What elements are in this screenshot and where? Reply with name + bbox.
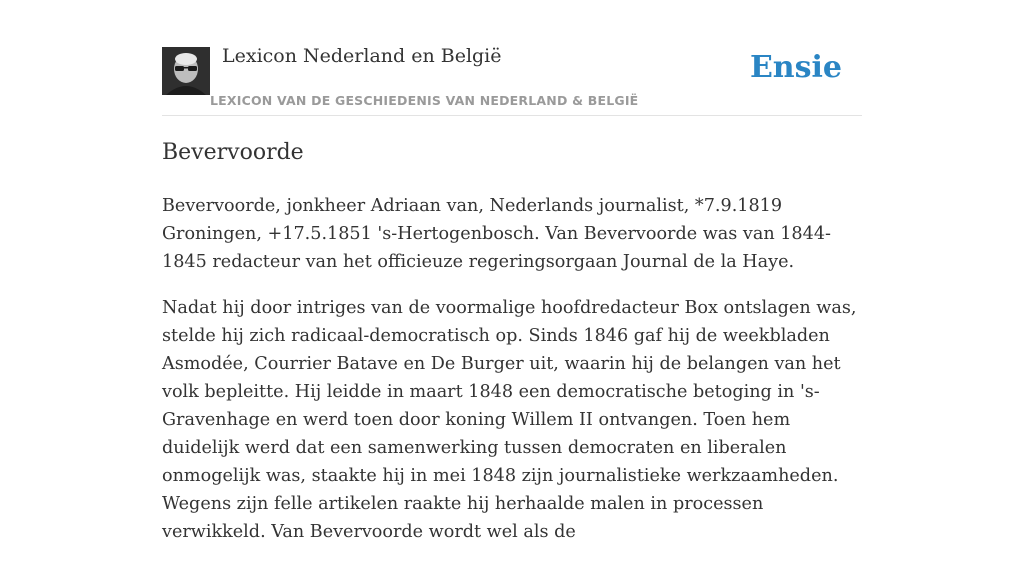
author-avatar[interactable] xyxy=(162,47,210,95)
article-body xyxy=(162,192,862,564)
article-title: Bevervoorde xyxy=(162,140,304,165)
article-paragraph: Bevervoorde, jonkheer Adriaan van, Nederlands journalist, *7.9.1819 Groningen, +17.5.1851 's-Hertogenbosch. Van Bevervoorde was van 1844-1845 redacteur van het officieuze regeringsorgaan Journal de la Haye. xyxy=(162,196,831,272)
site-subtitle: LEXICON VAN DE GESCHIEDENIS VAN NEDERLAND & BELGIË xyxy=(210,93,639,108)
site-title[interactable]: Lexicon Nederland en België xyxy=(222,45,502,67)
article-paragraph: Nadat hij door intriges van de voormalige hoofdredacteur Box ontslagen was, stelde hij zich radicaal-democratisch op. Sinds 1846 gaf hij de weekbladen Asmodée, Courrier Batave en De Burger uit, waarin hij de belangen van het volk bepleitte. Hij leidde in maart 1848 een democratische betoging in 's-Gravenhage en werd toen door koning Willem II ontvangen. Toen hem duidelijk werd dat een samenwerking tussen democraten en liberalen onmogelijk was, staakte hij in mei 1848 zijn journalistieke werkzaamheden. Wegens zijn felle artikelen raakte hij herhaalde malen in processen verwikkeld. Van Bevervoorde wordt wel als de xyxy=(162,298,857,542)
user-portrait-icon xyxy=(162,47,210,95)
brand-logo[interactable]: Ensie xyxy=(749,50,842,85)
site-header xyxy=(162,0,862,116)
